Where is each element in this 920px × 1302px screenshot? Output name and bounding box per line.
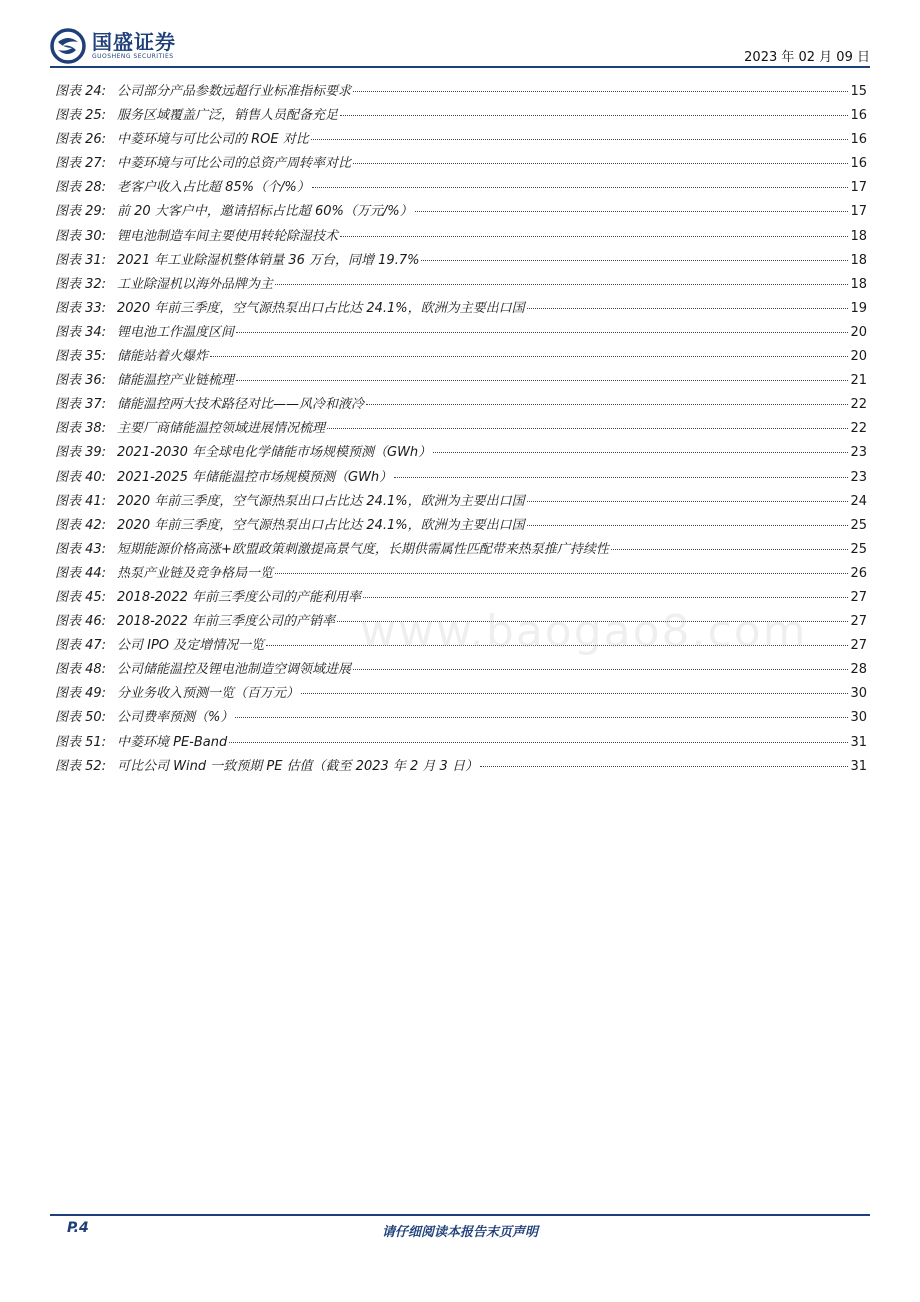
toc-entry-label: 图表 29:: [55, 204, 107, 220]
toc-entry-page: 16: [850, 132, 867, 148]
toc-entry[interactable]: [55, 755, 867, 779]
toc-entry-label: 图表 41:: [55, 493, 107, 509]
toc-entry-title: 2021 年工业除湿机整体销量 36 万台，同增 19.7%: [117, 252, 420, 268]
toc-entry-title: 2018-2022 年前三季度公司的产销率: [117, 614, 335, 630]
toc-dot-leader: [366, 404, 848, 405]
toc-entry-page: 20: [850, 349, 867, 365]
toc-entry-title: 工业除湿机以海外品牌为主: [117, 276, 274, 292]
toc-entry-page: 17: [850, 180, 867, 196]
toc-entry-title: 2020 年前三季度，空气源热泵出口占比达 24.1%，欧洲为主要出口国: [117, 493, 525, 509]
toc-entry-page: 31: [850, 734, 867, 750]
toc-entry[interactable]: [55, 369, 867, 393]
toc-entry-label: 图表 39:: [55, 445, 107, 461]
toc-entry-label: 图表 50:: [55, 710, 107, 726]
toc-entry[interactable]: [55, 249, 867, 273]
toc-entry[interactable]: [55, 490, 867, 514]
toc-entry-label: 图表 52:: [55, 758, 107, 774]
toc-entry-label: 图表 43:: [55, 541, 107, 557]
page-number: P.4: [67, 1220, 89, 1236]
toc-dot-leader: [353, 163, 848, 164]
toc-entry-title: 储能站着火爆炸: [117, 349, 209, 365]
toc-entry-label: 图表 46:: [55, 614, 107, 630]
toc-dot-leader: [340, 115, 848, 116]
toc-entry-label: 图表 28:: [55, 180, 107, 196]
toc-entry-title: 锂电池工作温度区间: [117, 324, 235, 340]
toc-entry-title: 老客户收入占比超 85%（个/%）: [117, 180, 310, 196]
toc-entry-page: 20: [850, 324, 867, 340]
toc-entry[interactable]: [55, 562, 867, 586]
logo-chinese-name: 国盛证券: [92, 30, 176, 54]
toc-entry-label: 图表 42:: [55, 517, 107, 533]
toc-entry-page: 21: [850, 373, 867, 389]
toc-entry-title: 2018-2022 年前三季度公司的产能利用率: [117, 589, 361, 605]
toc-dot-leader: [275, 284, 848, 285]
toc-entry[interactable]: [55, 152, 867, 176]
toc-entry-title: 中菱环境 PE-Band: [117, 734, 228, 750]
toc-entry-label: 图表 37:: [55, 397, 107, 413]
toc-entry[interactable]: [55, 128, 867, 152]
toc-entry-title: 2020 年前三季度，空气源热泵出口占比达 24.1%，欧洲为主要出口国: [117, 300, 525, 316]
toc-entry[interactable]: [55, 200, 867, 224]
page-header: [0, 0, 920, 70]
toc-entry[interactable]: [55, 176, 867, 200]
toc-entry[interactable]: [55, 466, 867, 490]
toc-entry[interactable]: [55, 345, 867, 369]
toc-entry-page: 15: [850, 84, 867, 99]
company-logo: [50, 28, 176, 64]
toc-entry[interactable]: [55, 538, 867, 562]
toc-entry-page: 18: [850, 228, 867, 244]
toc-entry-label: 图表 33:: [55, 300, 107, 316]
toc-dot-leader: [353, 91, 848, 92]
toc-dot-leader: [415, 211, 849, 212]
toc-entry-page: 23: [850, 445, 867, 461]
toc-dot-leader: [312, 187, 849, 188]
header-divider: [50, 66, 870, 68]
toc-entry-page: 16: [850, 156, 867, 172]
toc-entry-label: 图表 26:: [55, 132, 107, 148]
toc-dot-leader: [235, 717, 848, 718]
toc-entry-title: 热泵产业链及竞争格局一览: [117, 565, 274, 581]
toc-entry-page: 19: [850, 300, 867, 316]
toc-entry-title: 公司 IPO 及定增情况一览: [117, 638, 265, 654]
toc-entry-page: 27: [850, 638, 867, 654]
toc-entry[interactable]: [55, 297, 867, 321]
toc-dot-leader: [327, 428, 848, 429]
toc-entry-label: 图表 44:: [55, 565, 107, 581]
toc-entry[interactable]: [55, 731, 867, 755]
toc-dot-leader: [421, 260, 848, 261]
toc-dot-leader: [353, 669, 848, 670]
toc-dot-leader: [275, 573, 848, 574]
toc-entry-page: 17: [850, 204, 867, 220]
toc-dot-leader: [611, 549, 849, 550]
toc-entry-label: 图表 49:: [55, 686, 107, 702]
toc-entry-label: 图表 40:: [55, 469, 107, 485]
toc-entry[interactable]: [55, 104, 867, 128]
toc-entry[interactable]: [55, 80, 867, 104]
toc-entry-page: 16: [850, 108, 867, 124]
toc-entry-label: 图表 30:: [55, 228, 107, 244]
toc-entry[interactable]: [55, 706, 867, 730]
footer-disclaimer: 请仔细阅读本报告末页声明: [381, 1225, 538, 1240]
toc-entry-title: 2020 年前三季度，空气源热泵出口占比达 24.1%，欧洲为主要出口国: [117, 517, 525, 533]
toc-dot-leader: [480, 766, 848, 767]
toc-entry-title: 分业务收入预测一览（百万元）: [117, 686, 300, 702]
toc-dot-leader: [236, 332, 848, 333]
logo-english-name: GUOSHENG SECURITIES: [92, 53, 174, 60]
toc-entry-page: 30: [850, 686, 867, 702]
toc-entry-label: 图表 36:: [55, 373, 107, 389]
toc-entry-page: 22: [850, 421, 867, 437]
toc-dot-leader: [301, 693, 848, 694]
toc-entry-page: 25: [850, 541, 867, 557]
toc-entry-page: 23: [850, 469, 867, 485]
toc-entry-label: 图表 32:: [55, 276, 107, 292]
toc-entry-title: 可比公司 Wind 一致预期 PE 估值（截至 2023 年 2 月 3 日）: [117, 758, 478, 774]
toc-entry-label: 图表 31:: [55, 252, 107, 268]
toc-entry-title: 储能温控两大技术路径对比——风冷和液冷: [117, 397, 365, 413]
toc-entry[interactable]: [55, 441, 867, 465]
toc-entry-label: 图表 25:: [55, 108, 107, 124]
toc-entry[interactable]: [55, 393, 867, 417]
toc-entry-page: 25: [850, 517, 867, 533]
toc-entry-label: 图表 35:: [55, 349, 107, 365]
toc-entry-title: 储能温控产业链梳理: [117, 373, 235, 389]
toc-entry[interactable]: [55, 682, 867, 706]
toc-entry-title: 2021-2025 年储能温控市场规模预测（GWh）: [117, 469, 393, 485]
toc-dot-leader: [394, 477, 848, 478]
toc-entry-title: 服务区域覆盖广泛，销售人员配备充足: [117, 108, 339, 124]
watermark: www.baogao8.com: [360, 606, 808, 657]
toc-entry[interactable]: [55, 514, 867, 538]
toc-entry-label: 图表 38:: [55, 421, 107, 437]
toc-entry[interactable]: [55, 658, 867, 682]
toc-dot-leader: [229, 742, 848, 743]
toc-entry-title: 锂电池制造车间主要使用转轮除湿技术: [117, 228, 339, 244]
toc-dot-leader: [527, 525, 849, 526]
toc-entry-title: 中菱环境与可比公司的 ROE 对比: [117, 132, 309, 148]
toc-entry[interactable]: [55, 225, 867, 249]
toc-entry-label: 图表 51:: [55, 734, 107, 750]
toc-entry-page: 22: [850, 397, 867, 413]
toc-entry-title: 2021-2030 年全球电化学储能市场规模预测（GWh）: [117, 445, 432, 461]
toc-entry-title: 公司费率预测（%）: [117, 710, 234, 726]
toc-entry-title: 主要厂商储能温控领域进展情况梳理: [117, 421, 326, 437]
toc-entry-page: 24: [850, 493, 867, 509]
toc-dot-leader: [236, 380, 848, 381]
toc-dot-leader: [527, 308, 849, 309]
figure-index-list: [55, 80, 867, 779]
toc-entry-page: 18: [850, 252, 867, 268]
toc-dot-leader: [210, 356, 848, 357]
toc-dot-leader: [527, 501, 849, 502]
toc-entry-label: 图表 47:: [55, 638, 107, 654]
guosheng-logo-icon: [50, 28, 86, 64]
toc-entry-page: 30: [850, 710, 867, 726]
toc-entry-title: 公司部分产品参数远超行业标准指标要求: [117, 84, 352, 99]
toc-entry-title: 公司储能温控及锂电池制造空调领域进展: [117, 662, 352, 678]
toc-entry-label: 图表 34:: [55, 324, 107, 340]
toc-entry-page: 28: [850, 662, 867, 678]
toc-dot-leader: [311, 139, 849, 140]
toc-dot-leader: [433, 452, 848, 453]
toc-dot-leader: [340, 236, 848, 237]
toc-entry-page: 27: [850, 589, 867, 605]
toc-entry-title: 前 20 大客户中，邀请招标占比超 60%（万元/%）: [117, 204, 413, 220]
toc-entry-page: 26: [850, 565, 867, 581]
toc-entry-label: 图表 48:: [55, 662, 107, 678]
toc-entry[interactable]: [55, 321, 867, 345]
report-date: 2023 年 02 月 09 日: [744, 50, 870, 65]
toc-entry-label: 图表 24:: [55, 84, 107, 99]
toc-entry-title: 短期能源价格高涨+欧盟政策刺激提高景气度，长期供需属性匹配带来热泵推广持续性: [117, 541, 609, 557]
toc-entry-label: 图表 45:: [55, 589, 107, 605]
footer-divider: [50, 1214, 870, 1216]
toc-entry-title: 中菱环境与可比公司的总资产周转率对比: [117, 156, 352, 172]
toc-entry-page: 18: [850, 276, 867, 292]
toc-entry-label: 图表 27:: [55, 156, 107, 172]
toc-entry-page: 31: [850, 758, 867, 774]
toc-entry[interactable]: [55, 417, 867, 441]
toc-entry[interactable]: [55, 273, 867, 297]
toc-entry-page: 27: [850, 614, 867, 630]
toc-dot-leader: [363, 597, 848, 598]
